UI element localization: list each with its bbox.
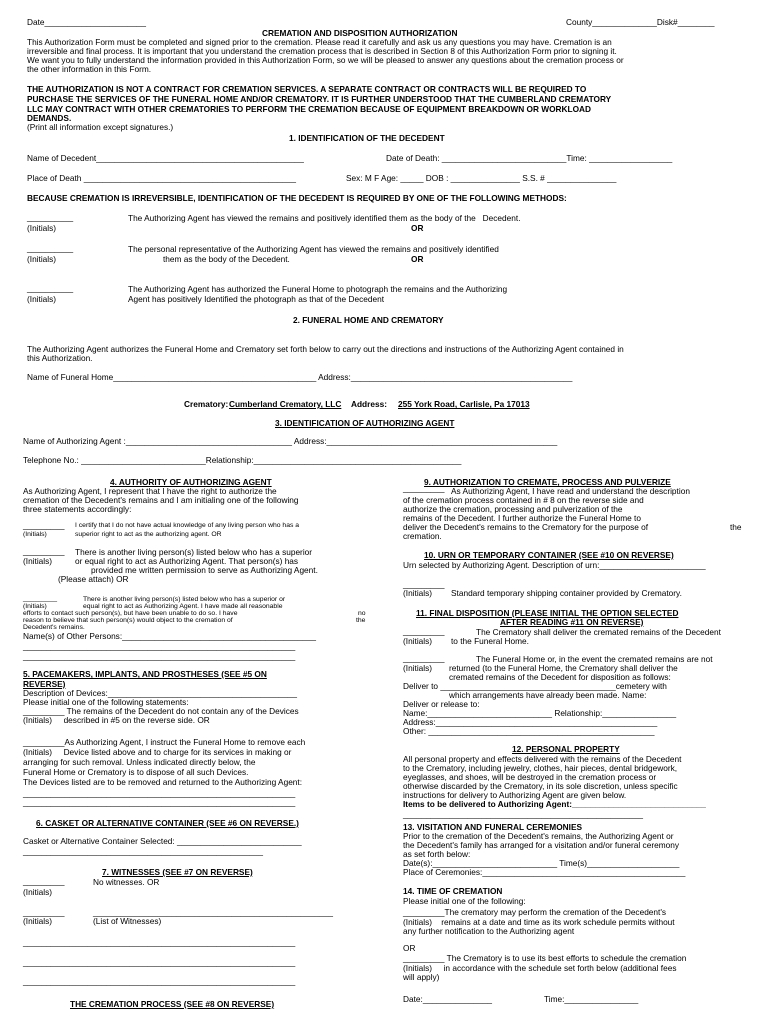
cremation-date-field[interactable]: Date:_______________ <box>403 994 493 1004</box>
section-9-title: 9. AUTHORIZATION TO CREMATE, PROCESS AND PULVERIZE <box>424 477 671 487</box>
other-persons-line[interactable]: ___________________________________________________________ <box>23 651 296 661</box>
sex-age-dob-field[interactable]: Sex: M F Age: _____ DOB : _______________ S.S. # _______________ <box>346 173 617 183</box>
authority-option-2-text-d: (Please attach) OR <box>58 574 129 584</box>
time-option-1-b: (Initials) remains at a date and time as its work schedule permits without <box>403 917 675 927</box>
devices-option-2[interactable]: _________As Authorizing Agent, I instruct the Funeral Home to remove each <box>23 737 306 747</box>
section-9-line-1: As Authorizing Agent, I have read and understand the description <box>451 486 690 496</box>
deliver-to-field[interactable]: Deliver to ______________________________________cemetery with <box>403 681 667 691</box>
other-persons-line[interactable]: ___________________________________________________________ <box>23 641 296 651</box>
funeral-home-field[interactable]: Name of Funeral Home____________________________________________ Address:________________________________________________ <box>27 372 573 382</box>
section-12-line-5: instructions for delivery to Authorizing Agent are given below. <box>403 790 627 800</box>
or-label: OR <box>411 223 424 233</box>
authority-option-3-text-c: efforts to contact such person(s), but have been unable to do so. I have <box>23 610 238 617</box>
method-1-initials-blank[interactable]: __________ <box>27 212 74 222</box>
devices-option-2-e: The Devices listed are to be removed and returned to the Authorizing Agent: <box>23 777 303 787</box>
date-of-death-field[interactable]: Date of Death: ___________________________Time: __________________ <box>386 153 673 163</box>
final-option-2-blank[interactable]: _________ <box>403 653 445 663</box>
final-option-1-blank[interactable]: _________ <box>403 626 445 636</box>
devices-option-1[interactable]: _________ The remains of the Decedent do not contain any of the Devices <box>23 706 299 716</box>
final-option-2-text-c: cremated remains of the Decedent for disposition as follows: <box>449 672 671 682</box>
authority-option-1-text: I certify that I do not have actual knowledge of any living person who has a <box>75 522 300 529</box>
initials-label: (Initials) <box>23 556 53 566</box>
section-11-title-cont: AFTER READING #11 ON REVERSE) <box>500 617 644 627</box>
initials-label: (Initials) <box>27 294 57 304</box>
intro-line-2: irreversible and final process. It is important that you understand the cremation process that is described in Section 8 of this Authorization Form prior to signing it. <box>27 46 617 56</box>
initials-label: (Initials) <box>23 531 47 538</box>
authority-option-3-text-e: Decedent's remains. <box>23 624 85 631</box>
notice-line-3: LLC MAY CONTRACT WITH OTHER CREMATORIES TO PERFORM THE CREMATION BECAUSE OF EQUIPMENT BREAKDOWN OR WORKLOAD <box>27 104 592 114</box>
arrangements-text: which arrangements have already been made. Name: <box>449 690 647 700</box>
witness-list-blank[interactable]: _________ <box>23 907 65 917</box>
crematory-address: 255 York Road, Carlisle, Pa 17013 <box>398 399 530 409</box>
section-5-title-cont: REVERSE) <box>23 679 66 689</box>
method-3-initials-blank[interactable]: __________ <box>27 283 74 293</box>
no-witness-blank[interactable]: _________ <box>23 876 65 886</box>
section-2-text-cont: this Authorization. <box>27 353 93 363</box>
method-2-text: The personal representative of the Authorizing Agent has viewed the remains and positively identified <box>128 244 499 254</box>
urn-field[interactable]: Urn selected by Authorizing Agent. Description of urn:_______________________ <box>403 560 706 570</box>
witness-line[interactable]: ___________________________________________________________ <box>23 976 296 986</box>
section-5-title: 5. PACEMAKERS, IMPLANTS, AND PROSTHESES (SEE #5 ON <box>23 669 267 679</box>
method-2-initials-blank[interactable]: __________ <box>27 243 74 253</box>
method-3-text-cont: Agent has positively Identified the photograph as that of the Decedent <box>128 294 384 304</box>
authority-option-3-text-c2: no <box>358 610 366 617</box>
section-5-instruction: Please initial one of the following statements: <box>23 697 189 707</box>
initials-label: (Initials) <box>27 254 57 264</box>
place-of-death-field[interactable]: Place of Death ______________________________________________ <box>27 173 296 183</box>
section-2-text: The Authorizing Agent authorizes the Funeral Home and Crematory set forth below to carry out the directions and instructions of the Authorizing Agent contained in <box>27 344 624 354</box>
section-12-line-1: All personal property and effects delivered with the remains of the Decedent <box>403 754 682 764</box>
section-4-title: 4. AUTHORITY OF AUTHORIZING AGENT <box>110 477 272 487</box>
initials-label: (Initials) <box>403 663 433 673</box>
final-option-2-text: The Funeral Home or, in the event the cremated remains are not <box>476 654 713 664</box>
initials-label: (Initials) <box>23 887 53 897</box>
section-1-title: 1. IDENTIFICATION OF THE DECEDENT <box>289 133 445 143</box>
telephone-relationship-field[interactable]: Telephone No.: ___________________________Relationship:_____________________________________________ <box>23 455 462 465</box>
section-9-line-5: deliver the Decedent's remains to the Crematory for the purpose of <box>403 522 649 532</box>
section-9-line-4: remains of the Decedent. I further authorize the Funeral Home to <box>403 513 641 523</box>
section-13-line-3: as set forth below: <box>403 849 471 859</box>
authority-option-1-blank[interactable]: _________ <box>23 520 65 530</box>
method-1-text: The Authorizing Agent has viewed the remains and positively identified them as the body of the Decedent. <box>128 213 521 223</box>
section-7-title: 7. WITNESSES (SEE #7 ON REVERSE) <box>102 867 253 877</box>
section-9-line-6: cremation. <box>403 531 442 541</box>
devices-return-line[interactable]: ___________________________________________________________ <box>23 788 296 798</box>
or-label: OR <box>403 943 416 953</box>
method-2-text-cont: them as the body of the Decedent. <box>163 254 290 264</box>
print-note: (Print all information except signatures.) <box>27 122 174 132</box>
devices-return-line[interactable]: ___________________________________________________________ <box>23 797 296 807</box>
section-13-title: 13. VISITATION AND FUNERAL CEREMONIES <box>403 822 583 832</box>
authority-option-2-blank[interactable]: _________ <box>23 546 65 556</box>
initials-label: (Initials) <box>403 636 433 646</box>
time-option-1-c: any further notification to the Authorizing agent <box>403 926 575 936</box>
section-13-line-2: the Decedent's family has arranged for a visitation and/or funeral ceremony <box>403 840 679 850</box>
final-option-1-text: The Crematory shall deliver the cremated remains of the Decedent <box>476 627 721 637</box>
crematory-address-label: Address: <box>351 399 387 409</box>
initials-label: (Initials) <box>27 223 57 233</box>
notice-line-1: THE AUTHORIZATION IS NOT A CONTRACT FOR CREMATION SERVICES. A SEPARATE CONTRACT OR CONTRACTS WILL BE REQUIRED TO <box>27 84 587 94</box>
section-13-line-1: Prior to the cremation of the Decedent's remains, the Authorizing Agent or <box>403 831 674 841</box>
witness-list-line[interactable]: ____________________________________________________ <box>93 907 333 917</box>
section-4-intro-2: cremation of the Decedent's remains and I am initialing one of the following <box>23 495 299 505</box>
authority-option-3-blank[interactable]: _________ <box>23 595 58 602</box>
section-11-title: 11. FINAL DISPOSITION (PLEASE INITIAL THE OPTION SELECTED <box>416 608 679 618</box>
section-12-line-2: to the Crematory, including jewelry, clothes, hair pieces, dental bridgework, <box>403 763 678 773</box>
ceremony-place-field[interactable]: Place of Ceremonies:____________________________________________ <box>403 867 686 877</box>
release-label: Deliver or release to: <box>403 699 480 709</box>
intro-line-1: This Authorization Form must be completed and signed prior to the cremation. Please read it carefully and ask us any questions you may have. Cremation is an <box>27 37 612 47</box>
items-line[interactable]: ____________________________________________________ <box>403 809 643 819</box>
section-4-intro-1: As Authorizing Agent, I represent that I have the right to authorize the <box>23 486 277 496</box>
time-option-2-c: will apply) <box>403 972 440 982</box>
initials-label: (Initials) <box>23 603 47 610</box>
time-option-2[interactable]: _________ The Crematory is to use its best efforts to schedule the cremation <box>403 953 687 963</box>
authority-option-3-text: There is another living person(s) listed below who has a superior or <box>83 596 286 603</box>
section-12-title: 12. PERSONAL PROPERTY <box>512 744 620 754</box>
irreversible-notice: BECAUSE CREMATION IS IRREVERSIBLE, IDENTIFICATION OF THE DECEDENT IS REQUIRED BY ONE OF THE FOLLOWING METHODS: <box>27 193 567 203</box>
section-3-title: 3. IDENTIFICATION OF AUTHORIZING AGENT <box>275 418 455 428</box>
no-witnesses-text: No witnesses. OR <box>93 877 160 887</box>
final-option-2-text-b: returned (to the Funeral Home, the Crematory shall deliver the <box>449 663 678 673</box>
date-field[interactable]: Date______________________ <box>27 17 147 27</box>
section-12-line-4: otherwise discarded by the Crematory, in its sole discretion, unless specific <box>403 781 678 791</box>
form-title: CREMATION AND DISPOSITION AUTHORIZATION <box>262 28 458 38</box>
std-container-blank[interactable]: _________ <box>403 579 445 589</box>
devices-option-2-d: Funeral Home or Crematory is to dispose of all such Devices. <box>23 767 249 777</box>
section-6-title: 6. CASKET OR ALTERNATIVE CONTAINER (SEE #6 ON REVERSE.) <box>36 818 299 828</box>
devices-option-2-c: arranging for such removal. Unless indicated directly below, the <box>23 757 256 767</box>
section-4-intro-3: three statements accordingly: <box>23 504 132 514</box>
witness-line[interactable]: ___________________________________________________________ <box>23 937 296 947</box>
devices-option-2-b: (Initials) Device listed above and to charge for its services in making or <box>23 747 292 757</box>
authority-option-3-text-d: reason to believe that such person(s) would object to the cremation of <box>23 617 233 624</box>
final-option-1-text-cont: to the Funeral Home. <box>451 636 529 646</box>
other-persons-field[interactable]: Name(s) of Other Persons:__________________________________________ <box>23 631 316 641</box>
items-to-deliver-field[interactable]: Items to be delivered to Authorizing Agent:_____________________________ <box>403 799 706 809</box>
time-option-1[interactable]: _________The crematory may perform the cremation of the Decedent's <box>403 907 667 917</box>
section-14-title: 14. TIME OF CREMATION <box>403 886 503 896</box>
authority-option-3-text-d2: the <box>356 617 366 624</box>
section-10-title: 10. URN OR TEMPORARY CONTAINER (SEE #10 ON REVERSE) <box>424 550 674 560</box>
cremate-initials-blank[interactable]: _________ <box>403 483 445 493</box>
release-name-field[interactable]: Name:___________________________ Relationship:________________ <box>403 708 677 718</box>
cremation-time-field[interactable]: Time:________________ <box>544 994 639 1004</box>
authority-option-1-text-cont: superior right to act as the authorizing agent. OR <box>75 531 222 538</box>
intro-line-3: We want you to fully understand the information provided in this Authorization Form, so we will be pleased to answer any questions about the cremation process or <box>27 55 624 65</box>
notice-line-2: PURCHASE THE SERVICES OF THE FUNERAL HOME AND/OR CREMATORY. IT IS FURTHER UNDERSTOOD THAT THE CUMBERLAND CREMATORY <box>27 94 612 104</box>
section-14-instruction: Please initial one of the following: <box>403 896 526 906</box>
method-3-text: The Authorizing Agent has authorized the Funeral Home to photograph the remains and the Authorizing <box>128 284 508 294</box>
casket-field[interactable]: Casket or Alternative Container Selected: ___________________________ <box>23 836 302 846</box>
section-8-title: THE CREMATION PROCESS (SEE #8 ON REVERSE) <box>70 999 275 1009</box>
section-9-line-2: of the cremation process contained in # 8 on the reverse side and <box>403 495 644 505</box>
initials-label: (Initials) <box>403 588 433 598</box>
time-option-2-b: (Initials) in accordance with the schedule set forth below (additional fees <box>403 963 677 973</box>
witness-list-label: (List of Witnesses) <box>93 916 162 926</box>
section-2-title: 2. FUNERAL HOME AND CREMATORY <box>293 315 444 325</box>
section-12-line-3: eyeglasses, and shoes, will be destroyed in the cremation process or <box>403 772 657 782</box>
devices-option-1-cont: (Initials) described in #5 on the reverse side. OR <box>23 715 210 725</box>
casket-line[interactable]: ____________________________________________________ <box>23 846 263 856</box>
crematory-label: Crematory: <box>184 399 229 409</box>
ceremony-date-time-field[interactable]: Date(s):___________________________ Time(s)____________________ <box>403 858 680 868</box>
decedent-name-field[interactable]: Name of Decedent_____________________________________________ <box>27 153 304 163</box>
section-9-line-5b: the <box>730 522 742 532</box>
std-container-text: Standard temporary shipping container provided by Crematory. <box>451 588 682 598</box>
authorizing-agent-field[interactable]: Name of Authorizing Agent :____________________________________ Address:__________________________________________________ <box>23 436 558 446</box>
or-label: OR <box>411 254 424 264</box>
intro-line-4: the other information in this Form. <box>27 64 152 74</box>
county-disk-field[interactable]: County______________Disk#________ <box>566 17 715 27</box>
witness-line[interactable]: ___________________________________________________________ <box>23 957 296 967</box>
devices-field[interactable]: Description of Devices:_________________________________________ <box>23 688 298 698</box>
crematory-name: Cumberland Crematory, LLC <box>229 399 342 409</box>
authority-option-2-text-c: provided me written permission to serve as Authorizing Agent. <box>91 565 318 575</box>
authority-option-3-text-b: equal right to act as Authorizing Agent. I have made all reasonable <box>83 603 283 610</box>
section-9-line-3: authorize the cremation, processing and pulverization of the <box>403 504 623 514</box>
authority-option-2-text-b: or equal right to act as Authorizing Agent. That person(s) has <box>75 556 299 566</box>
authority-option-2-text: There is another living person(s) listed below who has a superior <box>75 547 313 557</box>
notice-line-4: DEMANDS. <box>27 113 72 123</box>
release-address-field[interactable]: Address:________________________________________________ <box>403 717 658 727</box>
release-other-field[interactable]: Other: _________________________________________________ <box>403 726 655 736</box>
initials-label: (Initials) <box>23 916 53 926</box>
